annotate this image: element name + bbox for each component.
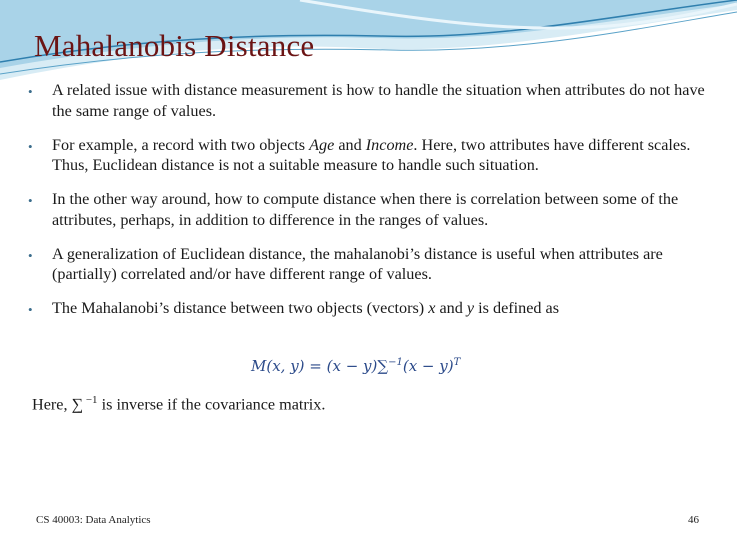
bullet-dot-icon: • <box>28 138 33 154</box>
bullet-item <box>26 189 716 230</box>
note-pre: Here, ∑ <box>32 395 84 414</box>
bullet-text-pre: For example, a record with two objects <box>52 135 310 154</box>
formula-note <box>32 394 325 414</box>
bullet-text: A related issue with distance measurement is how to handle the situation when attributes do not have the same range of values. <box>52 81 705 120</box>
bullet-text-mid: and <box>435 299 467 317</box>
slide-title: Mahalanobis Distance <box>34 28 315 63</box>
bullet-item <box>26 298 716 319</box>
bullet-dot-icon: • <box>28 84 33 99</box>
formula-tail: (x − y) <box>402 357 454 375</box>
formula-main: M(x, y) = (x − y)∑ <box>251 357 389 375</box>
bullet-item <box>26 244 716 285</box>
bullet-dot-icon: • <box>28 193 33 208</box>
bullet-emphasis: Income <box>365 135 414 154</box>
bullet-dot-icon: • <box>28 302 33 317</box>
bullet-text: A generalization of Euclidean distance, the mahalanobi’s distance is useful when attributes are (partially) correlated and/or have different range of values. <box>52 244 663 283</box>
bullet-text-post: . Here, two attributes have different scales. Thus, Euclidean distance is not a suitable measure to handle such situation. <box>52 135 691 174</box>
bullet-emphasis: Age <box>309 135 335 154</box>
bullet-item <box>26 80 716 121</box>
bullet-item <box>26 135 716 176</box>
note-exponent: −1 <box>83 394 98 406</box>
bullet-dot-icon: • <box>28 247 33 263</box>
mahalanobis-formula <box>251 357 460 375</box>
formula-transpose: T <box>453 357 461 368</box>
bullet-text-pre: The Mahalanobi’s distance between two objects (vectors) <box>52 299 429 317</box>
bullet-emphasis: x <box>428 299 436 317</box>
bullet-list <box>26 80 716 332</box>
page-number: 46 <box>688 514 699 526</box>
note-post: is inverse if the covariance matrix. <box>97 395 326 414</box>
bullet-emphasis: y <box>466 299 475 317</box>
bullet-text: In the other way around, how to compute distance when there is correlation between some of the attributes, perhaps, in addition to difference in the ranges of values. <box>52 190 679 229</box>
bullet-text-post: is defined as <box>474 299 560 317</box>
formula-exponent: −1 <box>388 357 403 368</box>
bullet-text-mid: and <box>334 135 366 154</box>
footer-course: CS 40003: Data Analytics <box>36 514 151 526</box>
